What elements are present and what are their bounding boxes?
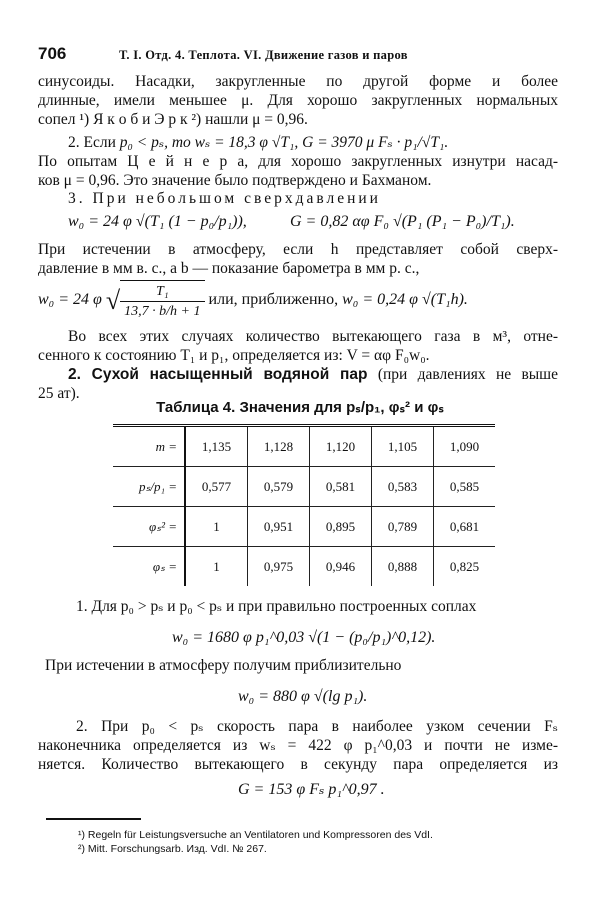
formula-w0-overpressure: w₀ = 24 φ √(T₁ (1 − p₀/p₁)),	[68, 213, 247, 230]
item-2-first-line: 2. Если p₀ < pₛ, то wₛ = 18,3 φ √T₁, G = 3970 μ Fₛ · p₁/√T₁.	[68, 134, 449, 151]
table-cell: 0,577	[185, 467, 248, 507]
table-cell: 0,946	[310, 547, 372, 587]
table-cell: 1,128	[248, 426, 310, 467]
footnote-1: ¹) Regeln für Leistungsversuche an Ventilatoren und Kompressoren des VdI.	[78, 829, 433, 841]
radical-sign: √	[105, 286, 121, 315]
text-line: По опытам Ц е й н е р а, для хорошо закругленных изнутри насад-	[38, 153, 558, 170]
table-cell: 1	[185, 547, 248, 587]
table-row	[113, 507, 495, 547]
text-line: 1. Для p₀ > pₛ и p₀ < pₛ и при правильно построенных соплах	[76, 598, 477, 615]
table-cell: 0,951	[248, 507, 310, 547]
text-line: синусоиды. Насадки, закругленные по другой форме и более	[38, 73, 558, 90]
text-line: наконечника определяется из wₛ = 422 φ p₁^0,03 и почти не изме-	[38, 737, 558, 754]
text-line: няется. Количество вытекающего в секунду пара определяется из	[38, 756, 558, 773]
running-title: Т. I. Отд. 4. Теплота. VI. Движение газов и паров	[119, 48, 408, 62]
atmosphere-approx-text: При истечении в атмосферу получим приблизительно	[45, 657, 402, 674]
row-label: φₛ² =	[113, 507, 185, 547]
table-cell: 0,579	[248, 467, 310, 507]
row-label: φₛ =	[113, 547, 185, 587]
table-cell: 0,581	[310, 467, 372, 507]
item-3-heading: 3. При небольшом сверхдавлении	[68, 190, 381, 207]
fraction: $\frac{\text{T₁}}{13,7 \cdot b/h + 1}$	[120, 280, 204, 321]
table-cell: 0,789	[372, 507, 434, 547]
values-table	[113, 424, 495, 586]
text-line: сенного к состоянию T₁ и p₁, определяется из: V = αφ F₀w₀.	[38, 347, 430, 364]
table-cell: 0,585	[434, 467, 496, 507]
table-cell: 1,090	[449, 439, 480, 454]
table-caption: Таблица 4. Значения для pₛ/p₁, φₛ² и φₛ	[156, 399, 444, 416]
text-line: 2. При p₀ < pₛ скорость пара в наиболее узком сечении Fₛ	[76, 718, 558, 735]
table-cell: 1,105	[372, 426, 434, 467]
text-line: длинные, имели меньшее μ. Для хорошо закругленных нормальных	[38, 92, 558, 109]
formula-w0-approx: w₀ = 880 φ √(lg p₁).	[238, 688, 368, 705]
atmosphere-paragraph	[38, 240, 558, 278]
item-2-paragraph	[38, 133, 558, 190]
table-row	[113, 547, 495, 587]
table-cell: 0,895	[310, 507, 372, 547]
row-label: pₛ/p₁ =	[113, 467, 185, 507]
table-cell: 1,135	[185, 426, 248, 467]
text-line: 25 ат).	[38, 385, 80, 402]
summary-paragraph	[38, 327, 558, 365]
page-number: 706	[38, 44, 67, 63]
text-line: При истечении в атмосферу, если h представляет собой сверх-	[38, 241, 558, 258]
footnote-divider	[46, 818, 141, 820]
intro-paragraph	[38, 72, 558, 129]
text-line: давление в мм в. с., а b — показание барометра в мм р. с.,	[38, 260, 420, 277]
table-cell: 0,888	[372, 547, 434, 587]
text-line: сопел ¹) Я к о б и Э р к ²) нашли μ = 0,96.	[38, 111, 308, 128]
formula-w0-steam: w₀ = 1680 φ p₁^0,03 √(1 − (p₀/p₁)^0,12).	[172, 629, 436, 646]
table-cell: 0,583	[372, 467, 434, 507]
case-2-paragraph	[38, 717, 558, 774]
table-row	[113, 426, 495, 467]
table-cell: 0,825	[434, 547, 496, 587]
formula-G-steam: G = 153 φ Fₛ p₁^0,97 .	[238, 781, 385, 798]
table-cell: 1	[185, 507, 248, 547]
row-label: m =	[113, 426, 185, 467]
table-cell: 0,681	[434, 507, 496, 547]
footnote-2: ²) Mitt. Forschungsarb. Изд. VdI. № 267.	[78, 843, 267, 855]
formula-w0-barometer: w₀ = 24 φ √ $\frac{\text{T₁}}{13,7 \cdot b/h + 1}$ или, приближенно, w₀ = 0,24 φ √(T₁h).	[38, 280, 468, 321]
case-1-paragraph	[38, 597, 558, 616]
text-line: ков μ = 0,96. Это значение было подтверждено и Бахманом.	[38, 172, 432, 189]
table-row	[113, 467, 495, 507]
table-cell: 1,120	[310, 426, 372, 467]
section-2-heading: 2. Сухой насыщенный водяной пар (при давлениях не выше	[68, 366, 558, 383]
table-cell: 0,975	[248, 547, 310, 587]
formula-G-overpressure: G = 0,82 αφ F₀ √(P₁ (P₁ − P₀)/T₁).	[290, 213, 515, 230]
item-2-formula: p₀ < pₛ, то wₛ = 18,3 φ √T₁, G = 3970 μ Fₛ · p₁/√T₁.	[119, 134, 449, 151]
text-line: Во всех этих случаях количество вытекающего газа в м³, отне-	[68, 328, 558, 345]
